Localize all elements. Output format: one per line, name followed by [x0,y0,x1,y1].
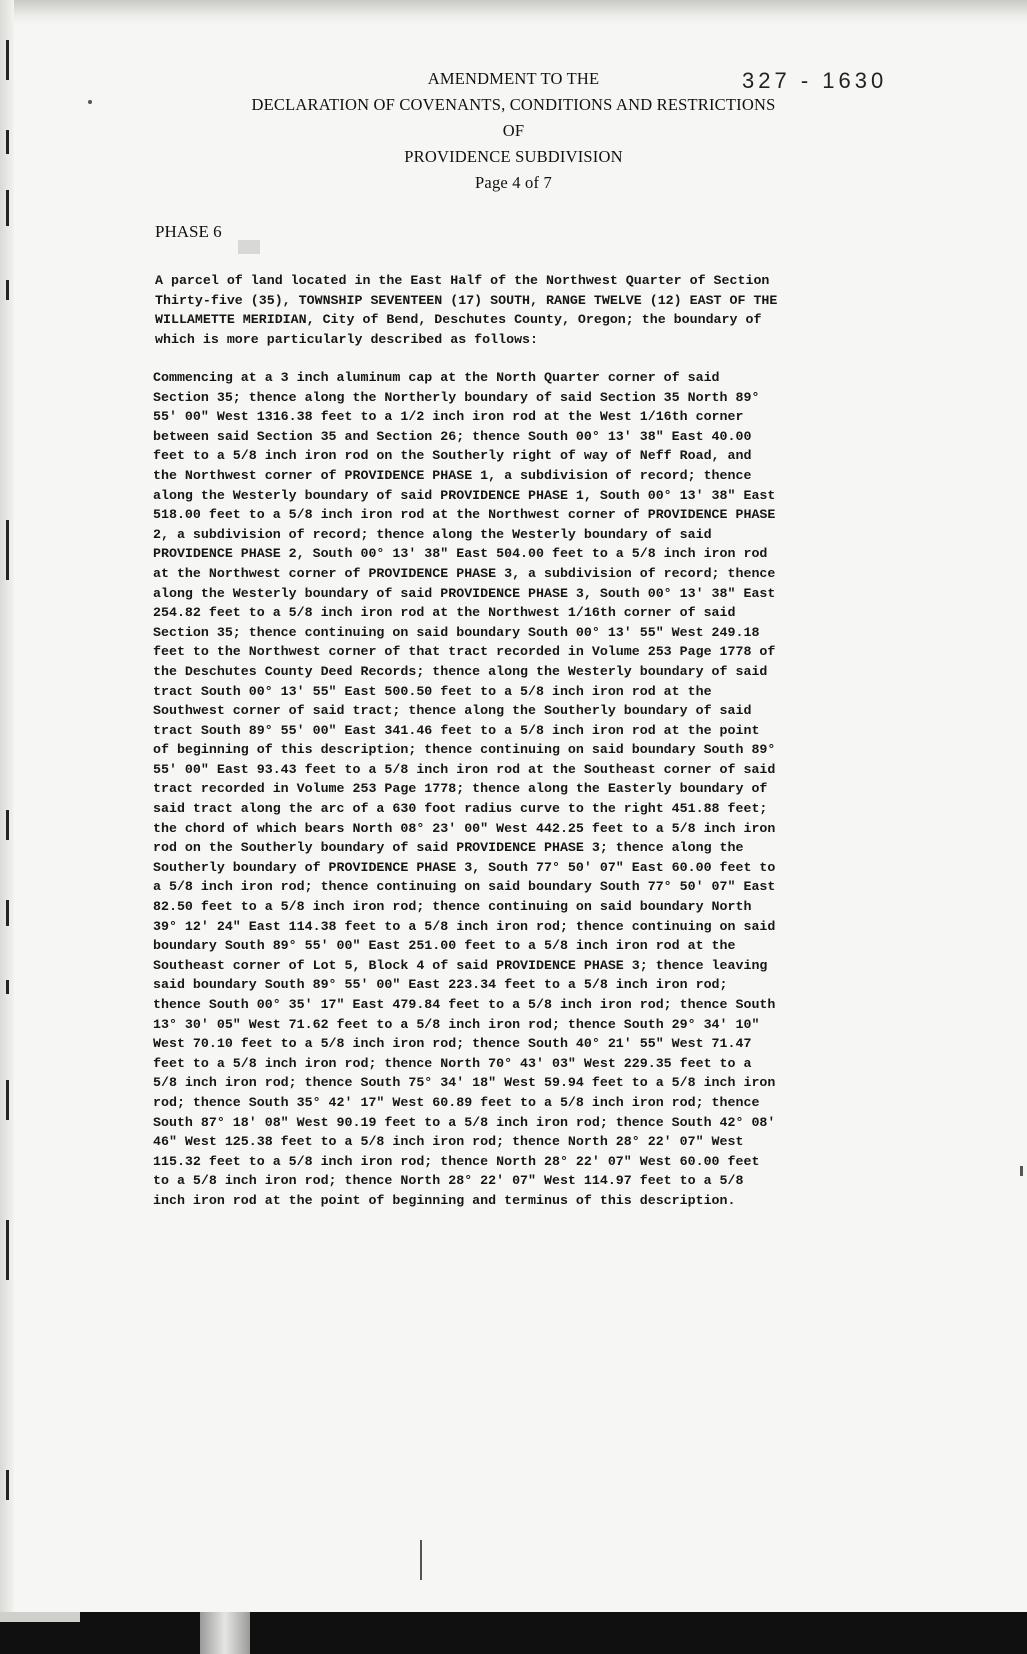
scan-top-edge [0,0,1027,26]
phase-heading: PHASE 6 [155,222,222,241]
paragraph-line: 254.82 feet to a 5/8 inch iron rod at the Northwest 1/16th corner of said [153,605,736,621]
paragraph-line: of beginning of this description; thence continuing on said boundary South 89° [153,742,776,758]
intro-paragraph [155,271,890,349]
scan-left-binding-marks [6,20,10,1620]
paragraph-line: South 87° 18' 08" West 90.19 feet to a 5/8 inch iron rod; thence South 42° 08' [153,1114,776,1130]
paragraph-line: said boundary South 89° 55' 00" East 223.34 feet to a 5/8 inch iron rod; [153,977,728,993]
legal-description-paragraph [153,368,888,1211]
recording-number-stamp: 327 - 1630 [742,68,888,93]
paragraph-line: boundary South 89° 55' 00" East 251.00 feet to a 5/8 inch iron rod at the [153,938,736,954]
paragraph-line: 518.00 feet to a 5/8 inch iron rod at the Northwest corner of PROVIDENCE PHASE [153,507,776,523]
paragraph-line: along the Westerly boundary of said PROVIDENCE PHASE 3, South 00° 13' 38" East [153,585,776,601]
paragraph-line: to a 5/8 inch iron rod; thence North 28° 22' 07" West 114.97 feet to a 5/8 [153,1173,744,1189]
header-title-line-1: AMENDMENT TO THE [427,69,600,88]
paragraph-line: at the Northwest corner of PROVIDENCE PHASE 3, a subdivision of record; thence [153,565,776,581]
paragraph-line: said tract along the arc of a 630 foot radius curve to the right 451.88 feet; [153,801,768,817]
paragraph-line: PROVIDENCE PHASE 2, South 00° 13' 38" East 504.00 feet to a 5/8 inch iron rod [153,546,768,562]
paragraph-line: 39° 12' 24" East 114.38 feet to a 5/8 inch iron rod; thence continuing on said [153,918,776,934]
paragraph-line: 13° 30' 05" West 71.62 feet to a 5/8 inch iron rod; thence South 29° 34' 10" [153,1016,760,1032]
paragraph-line: tract South 00° 13' 55" East 500.50 feet to a 5/8 inch iron rod at the [153,683,712,699]
scan-bottom-light-patch [0,1612,80,1622]
paragraph-line: tract South 89° 55' 00" East 341.46 feet to a 5/8 inch iron rod at the point [153,722,760,738]
paragraph-line: feet to a 5/8 inch iron rod on the Southerly right of way of Neff Road, and [153,448,752,464]
paragraph-line: 5/8 inch iron rod; thence South 75° 34' 18" West 59.94 feet to a 5/8 inch iron [153,1075,776,1091]
page-number: Page 4 of 7 [475,173,552,192]
paragraph-line: thence South 00° 35' 17" East 479.84 feet to a 5/8 inch iron rod; thence South [153,997,776,1012]
paragraph-line: Southeast corner of Lot 5, Block 4 of said PROVIDENCE PHASE 3; thence leaving [153,957,768,973]
paragraph-line: between said Section 35 and Section 26; thence South 00° 13' 38" East 40.00 [153,428,752,444]
paragraph-line: 55' 00" West 1316.38 feet to a 1/2 inch iron rod at the West 1/16th corner [153,409,744,425]
paragraph-line: tract recorded in Volume 253 Page 1778; thence along the Easterly boundary of [153,781,768,797]
paragraph-line: Southwest corner of said tract; thence along the Southerly boundary of said [153,703,752,719]
header-title-line-3: OF [502,121,525,140]
paragraph-line: feet to the Northwest corner of that tract recorded in Volume 253 Page 1778 of [153,644,776,660]
paragraph-line: 82.50 feet to a 5/8 inch iron rod; thence continuing on said boundary North [153,899,752,915]
paragraph-line: rod; thence South 35° 42' 17" West 60.89 feet to a 5/8 inch iron rod; thence [153,1094,760,1110]
paragraph-line: 2, a subdivision of record; thence along the Westerly boundary of said [153,526,712,542]
paragraph-line: the Deschutes County Deed Records; thence along the Westerly boundary of said [153,663,768,679]
paragraph-line: along the Westerly boundary of said PROVIDENCE PHASE 1, South 00° 13' 38" East [153,487,776,503]
paragraph-line: WILLAMETTE MERIDIAN, City of Bend, Deschutes County, Oregon; the boundary of [155,312,762,328]
header-title-line-2: DECLARATION OF COVENANTS, CONDITIONS AND RESTRICTIONS [251,95,776,114]
scan-bottom-gap [200,1612,250,1654]
paragraph-line: 115.32 feet to a 5/8 inch iron rod; thence North 28° 22' 07" West 60.00 feet [153,1153,760,1169]
paragraph-line: A parcel of land located in the East Half of the Northwest Quarter of Section [155,273,770,288]
paragraph-line: Section 35; thence along the Northerly boundary of said Section 35 North 89° [153,389,760,405]
paragraph-line: Commencing at a 3 inch aluminum cap at the North Quarter corner of said [153,370,720,385]
paragraph-line: Section 35; thence continuing on said boundary South 00° 13' 55" West 249.18 [153,624,760,640]
paragraph-line: 55' 00" East 93.43 feet to a 5/8 inch iron rod at the Southeast corner of said [153,761,776,777]
paragraph-line: Thirty-five (35), TOWNSHIP SEVENTEEN (17) SOUTH, RANGE TWELVE (12) EAST OF THE [155,292,778,308]
paragraph-line: which is more particularly described as follows: [155,331,539,347]
paragraph-line: Southerly boundary of PROVIDENCE PHASE 3, South 77° 50' 07" East 60.00 feet to [153,859,776,875]
scan-bottom-edge [0,1612,1027,1654]
paragraph-line: 46" West 125.38 feet to a 5/8 inch iron rod; thence North 28° 22' 07" West [153,1134,744,1150]
header-title-line-4: PROVIDENCE SUBDIVISION [404,147,623,166]
scan-speck [420,1540,422,1580]
paragraph-line: rod on the Southerly boundary of said PROVIDENCE PHASE 3; thence along the [153,840,744,856]
paragraph-line: the Northwest corner of PROVIDENCE PHASE 1, a subdivision of record; thence [153,467,752,483]
paragraph-line: West 70.10 feet to a 5/8 inch iron rod; thence South 40° 21' 55" West 71.47 [153,1036,752,1052]
scan-speck [1020,1166,1023,1176]
paragraph-line: a 5/8 inch iron rod; thence continuing on said boundary South 77° 50' 07" East [153,879,776,895]
paragraph-line: the chord of which bears North 08° 23' 00" West 442.25 feet to a 5/8 inch iron [153,820,776,836]
scan-smudge [238,240,260,254]
paragraph-line: feet to a 5/8 inch iron rod; thence North 70° 43' 03" West 229.35 feet to a [153,1055,752,1071]
paragraph-line: inch iron rod at the point of beginning and terminus of this description. [153,1192,736,1208]
